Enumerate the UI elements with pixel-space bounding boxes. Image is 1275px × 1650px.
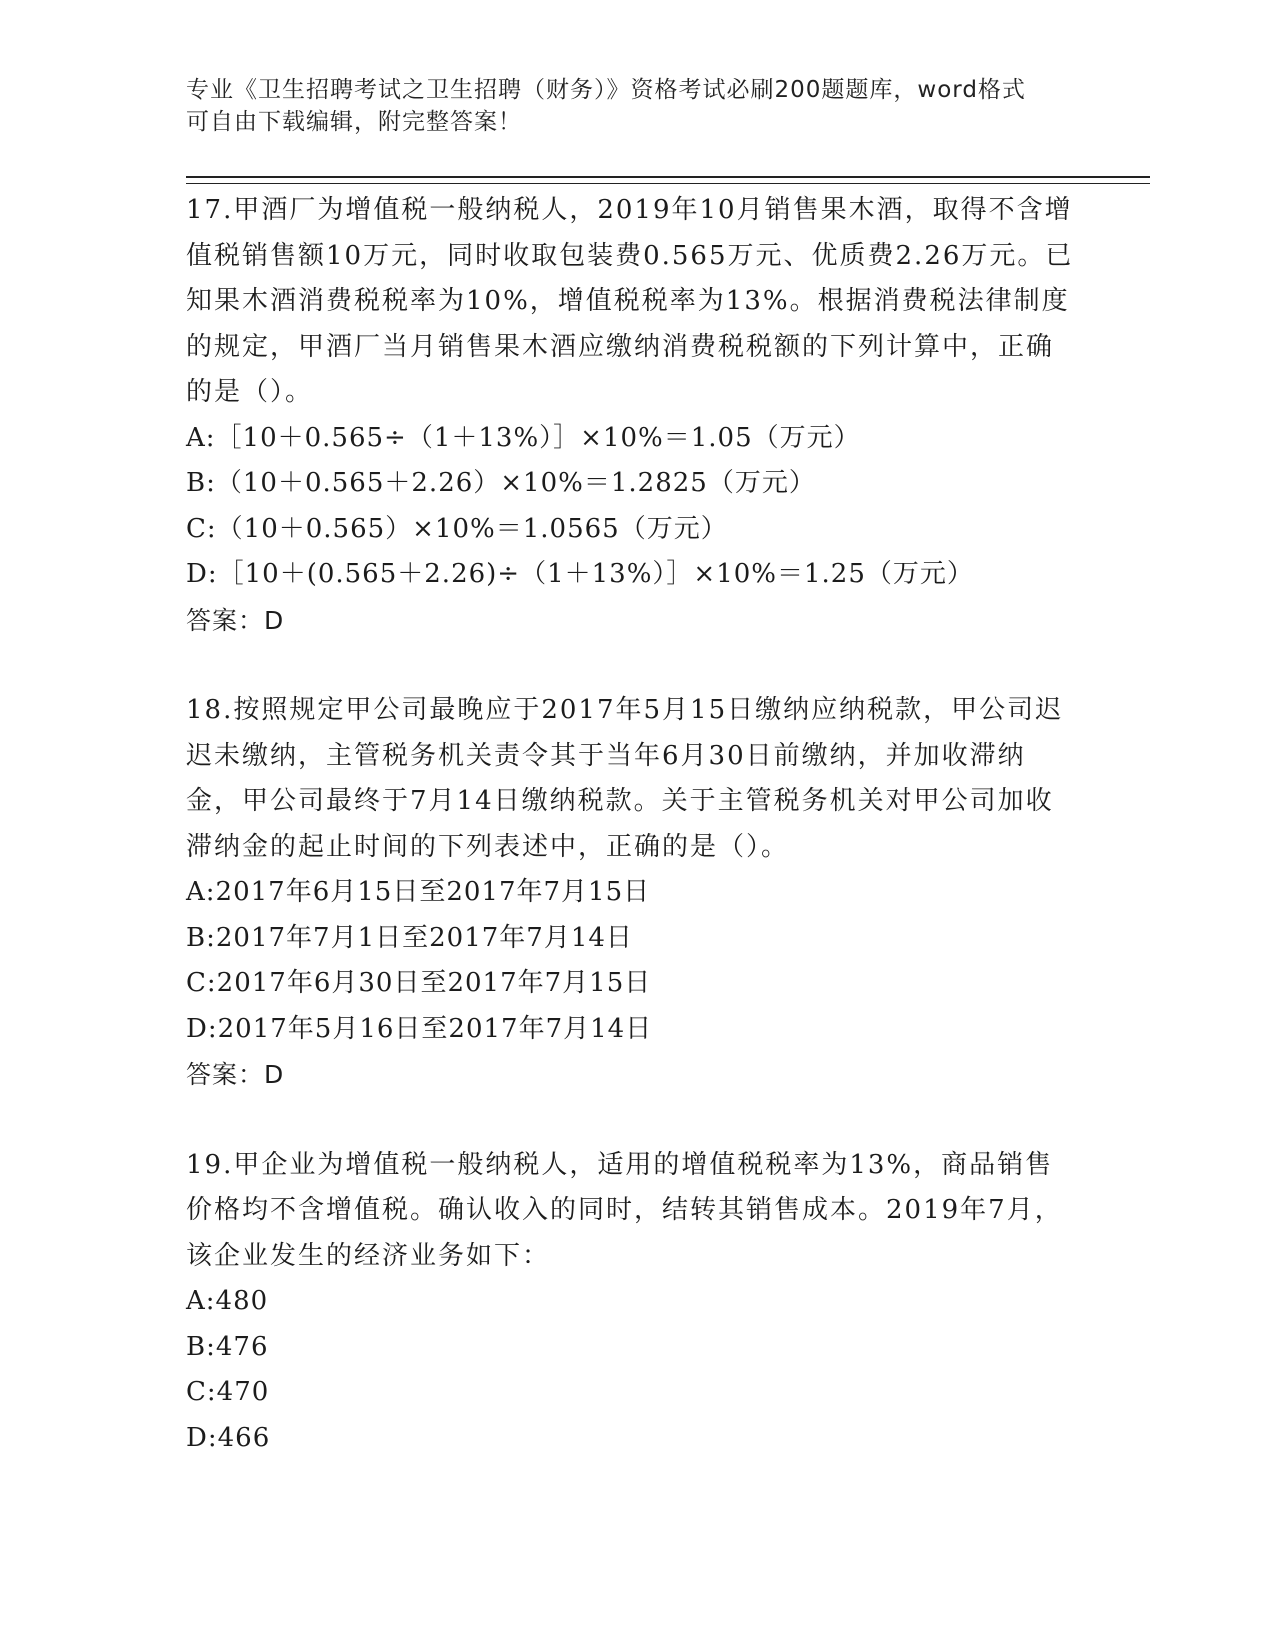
option-a: A:［10＋0.565÷（1＋13%）］×10%＝1.05（万元） <box>186 422 861 453</box>
question-stem: 17.甲酒厂为增值税一般纳税人，2019年10月销售果木酒，取得不含增值税销售额10万元，同时收取包装费0.565万元、优质费2.26万元。已知果木酒消费税税率为10%，增值税税率为13%。根据消费税法律制度的规定，甲酒厂当月销售果木酒应缴纳消费税税额的下列计算中，正确的是（）。 <box>186 195 1074 407</box>
question-list <box>186 188 1076 1461</box>
header-divider-thin <box>186 183 1150 184</box>
document-header <box>186 74 1066 138</box>
question-answer: 答案：D <box>186 605 285 635</box>
spacer <box>186 1098 1076 1143</box>
option-d: D:［10＋(0.565＋2.26)÷（1＋13%）］×10%＝1.25（万元） <box>186 559 974 589</box>
option-b: B:（10＋0.565＋2.26）×10%＝1.2825（万元） <box>186 468 816 498</box>
option-c: C:（10＋0.565）×10%＝1.0565（万元） <box>186 513 728 544</box>
option-b: B:2017年7月1日至2017年7月14日 <box>186 922 633 953</box>
option-a: A:480 <box>186 1286 269 1316</box>
spacer <box>186 643 1076 688</box>
header-line-2: 可自由下载编辑，附完整答案！ <box>186 109 522 135</box>
option-b: B:476 <box>186 1331 269 1362</box>
header-divider-thick <box>186 176 1150 178</box>
option-c: C:470 <box>186 1377 270 1407</box>
option-d: D:2017年5月16日至2017年7月14日 <box>186 1013 653 1044</box>
question-19 <box>186 1143 1076 1462</box>
question-18 <box>186 688 1076 1098</box>
option-a: A:2017年6月15日至2017年7月15日 <box>186 877 651 907</box>
option-c: C:2017年6月30日至2017年7月15日 <box>186 968 652 998</box>
header-line-1: 专业《卫生招聘考试之卫生招聘（财务）》资格考试必刷200题题库，word格式 <box>186 77 1026 103</box>
question-stem: 19.甲企业为增值税一般纳税人，适用的增值税税率为13%，商品销售价格均不含增值税。确认收入的同时，结转其销售成本。2019年7月，该企业发生的经济业务如下： <box>186 1149 1063 1271</box>
question-stem: 18.按照规定甲公司最晚应于2017年5月15日缴纳应纳税款，甲公司迟迟未缴纳，主管税务机关责令其于当年6月30日前缴纳，并加收滞纳金，甲公司最终于7月14日缴纳税款。关于主管税务机关对甲公司加收滞纳金的起止时间的下列表述中，正确的是（）。 <box>186 695 1064 862</box>
option-d: D:466 <box>186 1422 271 1453</box>
question-answer: 答案：D <box>186 1060 285 1089</box>
question-17 <box>186 188 1076 643</box>
